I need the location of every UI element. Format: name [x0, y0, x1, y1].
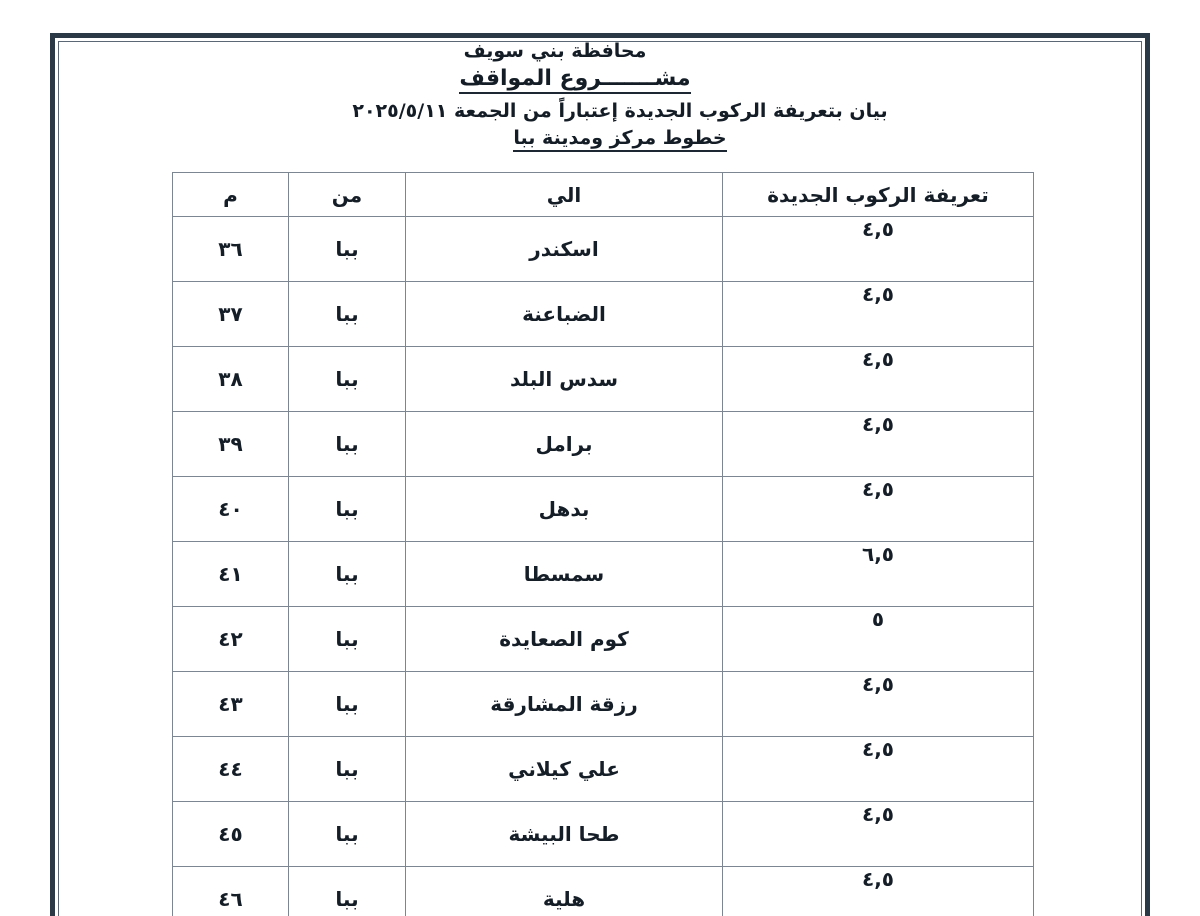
cell-index: ٣٧ — [173, 282, 289, 347]
governorate-title: محافظة بني سويف — [463, 40, 647, 62]
cell-to: هلية — [406, 867, 723, 916]
table-header-row — [173, 173, 1034, 217]
cell-fare: ٤,٥ — [723, 802, 1034, 867]
table-row — [173, 412, 1034, 477]
cell-to: رزقة المشارقة — [406, 672, 723, 737]
project-title-text: مشـــــــروع المواقف — [459, 66, 690, 94]
cell-fare: ٤,٥ — [723, 867, 1034, 916]
table-row — [173, 477, 1034, 542]
column-header-fare: تعريفة الركوب الجديدة — [723, 173, 1034, 217]
statement-line: بيان بتعريفة الركوب الجديدة إعتباراً من الجمعة ٢٠٢٥/٥/١١ — [352, 100, 888, 122]
column-header-from: من — [289, 173, 406, 217]
cell-to: بدهل — [406, 477, 723, 542]
cell-index: ٤١ — [173, 542, 289, 607]
cell-from: ببا — [289, 217, 406, 282]
cell-fare: ٦,٥ — [723, 542, 1034, 607]
column-header-to: الي — [406, 173, 723, 217]
table-row — [173, 607, 1034, 672]
table-row — [173, 217, 1034, 282]
cell-from: ببا — [289, 542, 406, 607]
cell-fare: ٤,٥ — [723, 217, 1034, 282]
cell-index: ٤٥ — [173, 802, 289, 867]
cell-from: ببا — [289, 607, 406, 672]
cell-to: طحا البيشة — [406, 802, 723, 867]
cell-index: ٤٤ — [173, 737, 289, 802]
cell-index: ٣٦ — [173, 217, 289, 282]
table-row — [173, 282, 1034, 347]
cell-to: برامل — [406, 412, 723, 477]
cell-from: ببا — [289, 672, 406, 737]
section-line-text: خطوط مركز ومدينة ببا — [513, 127, 726, 152]
column-header-index: م — [173, 173, 289, 217]
table-row — [173, 867, 1034, 916]
cell-index: ٣٨ — [173, 347, 289, 412]
table-row — [173, 542, 1034, 607]
cell-to: علي كيلاني — [406, 737, 723, 802]
cell-to: سمسطا — [406, 542, 723, 607]
cell-fare: ٤,٥ — [723, 282, 1034, 347]
cell-fare: ٤,٥ — [723, 347, 1034, 412]
cell-fare: ٤,٥ — [723, 412, 1034, 477]
cell-fare: ٤,٥ — [723, 672, 1034, 737]
cell-fare: ٥ — [723, 607, 1034, 672]
cell-from: ببا — [289, 867, 406, 916]
cell-to: اسكندر — [406, 217, 723, 282]
cell-to: الضباعنة — [406, 282, 723, 347]
table-row — [173, 347, 1034, 412]
cell-to: سدس البلد — [406, 347, 723, 412]
cell-from: ببا — [289, 282, 406, 347]
table-row — [173, 802, 1034, 867]
cell-fare: ٤,٥ — [723, 477, 1034, 542]
document-header — [185, 40, 1085, 152]
table-row — [173, 672, 1034, 737]
cell-from: ببا — [289, 737, 406, 802]
cell-from: ببا — [289, 412, 406, 477]
cell-from: ببا — [289, 477, 406, 542]
table-row — [173, 737, 1034, 802]
cell-index: ٣٩ — [173, 412, 289, 477]
cell-to: كوم الصعايدة — [406, 607, 723, 672]
cell-index: ٤٣ — [173, 672, 289, 737]
cell-fare: ٤,٥ — [723, 737, 1034, 802]
cell-index: ٤٠ — [173, 477, 289, 542]
cell-from: ببا — [289, 802, 406, 867]
section-line — [185, 127, 1055, 152]
cell-index: ٤٢ — [173, 607, 289, 672]
cell-from: ببا — [289, 347, 406, 412]
project-title — [185, 66, 965, 94]
cell-index: ٤٦ — [173, 867, 289, 916]
fare-table — [172, 172, 1034, 916]
table-body — [173, 217, 1034, 916]
